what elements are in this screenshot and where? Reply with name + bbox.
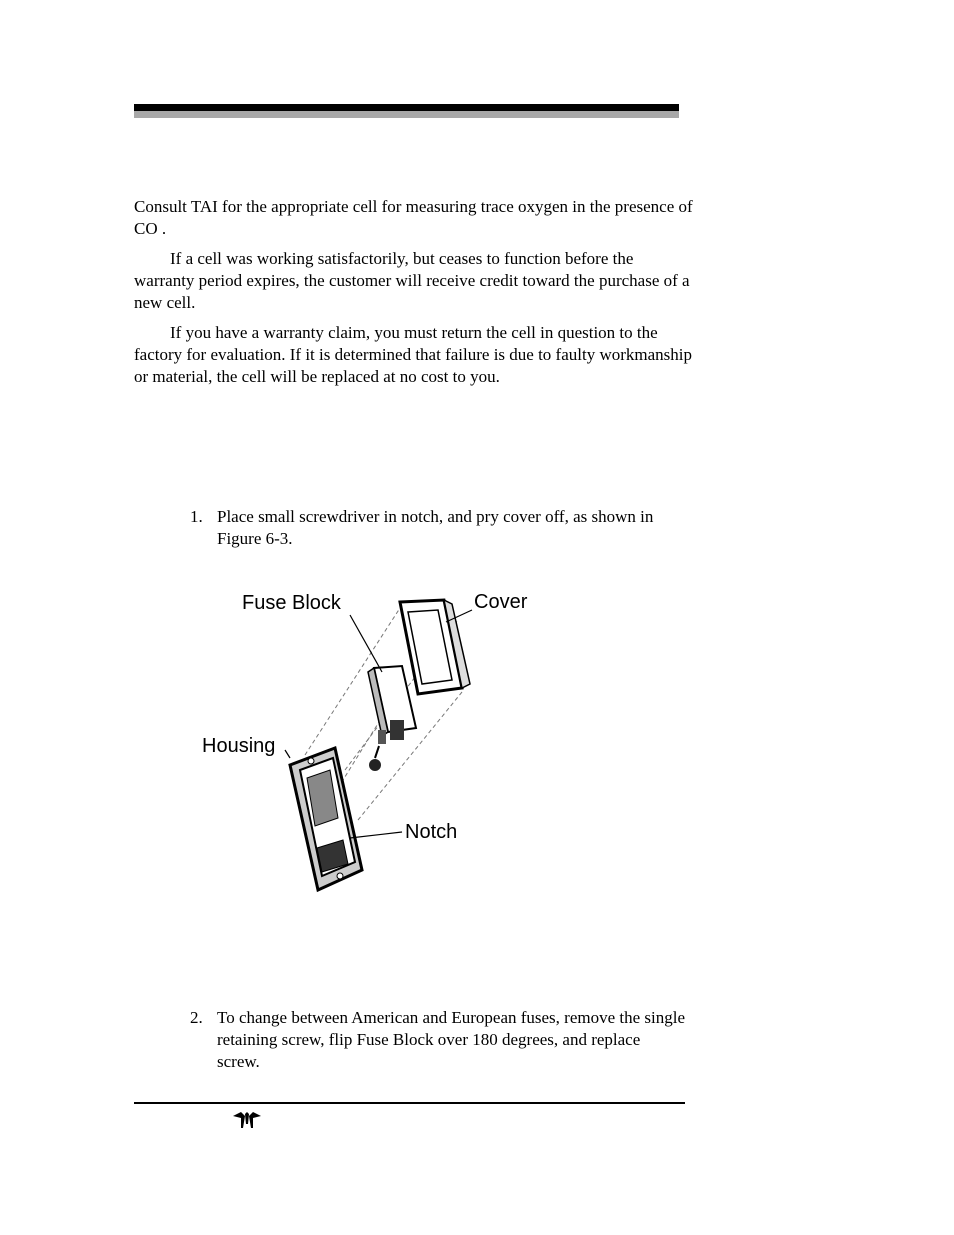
- intro-paragraph-1: Consult TAI for the appropriate cell for measuring trace oxygen in the presence of CO .: [134, 197, 693, 238]
- fuse-block-part: [368, 666, 416, 771]
- step-text: To change between American and European fuses, remove the single retaining screw, flip Fuse Block over 180 degrees, and replace screw.: [217, 1008, 686, 1071]
- label-notch: Notch: [405, 821, 458, 843]
- label-housing: Housing: [202, 735, 276, 757]
- step-number: 1.: [190, 507, 203, 526]
- teledyne-logo-icon: [231, 1110, 263, 1130]
- header-rule-black: [134, 104, 679, 111]
- intro-paragraph-3: If you have a warranty claim, you must return the cell in question to the factory for evaluation. If it is determined that failure is due to faulty workmanship or material, the cell will be replaced at no cost to you.: [134, 323, 692, 386]
- intro-paragraph-2: If a cell was working satisfactorily, but ceases to function before the warranty period expires, the customer will receive credit toward the purchase of a new cell.: [134, 249, 690, 312]
- header-rule-gray: [134, 111, 679, 118]
- label-fuse-block: Fuse Block: [242, 592, 341, 614]
- footer-rule: [134, 1102, 685, 1104]
- housing-part: [290, 748, 362, 890]
- step-number: 2.: [190, 1008, 203, 1027]
- label-cover: Cover: [474, 591, 528, 613]
- cover-part: [400, 600, 470, 694]
- fuse-block-figure: [190, 580, 550, 900]
- step-text: Place small screwdriver in notch, and pry cover off, as shown in Figure 6-3.: [217, 507, 654, 548]
